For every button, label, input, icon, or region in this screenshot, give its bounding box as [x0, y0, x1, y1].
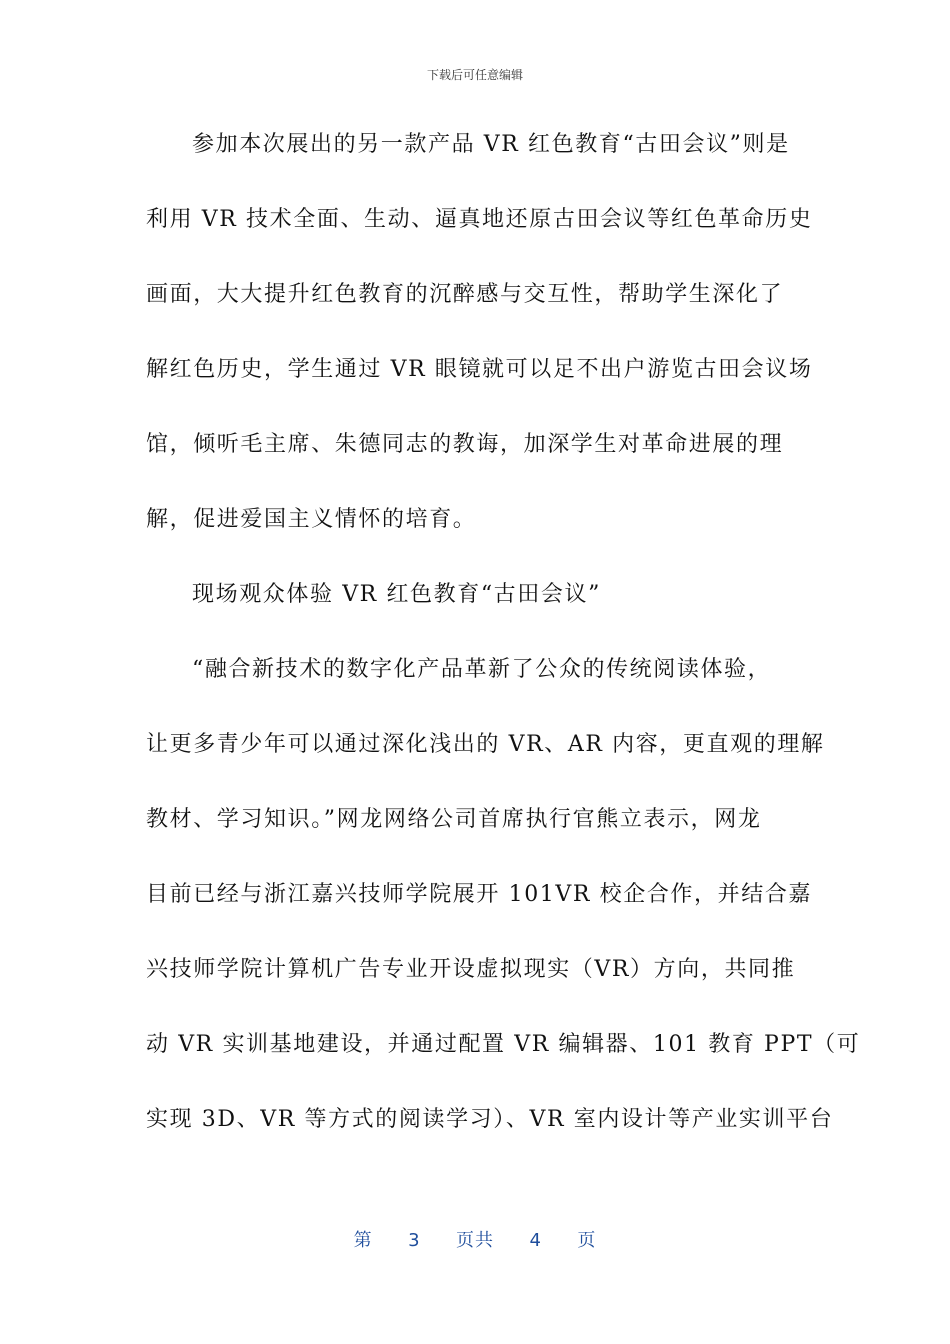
footer-middle: 页共 — [456, 1230, 494, 1251]
footer-suffix: 页 — [577, 1230, 597, 1251]
page-header: 下载后可任意编辑 — [426, 68, 523, 82]
text-line: 实现 3D、VR 等方式的阅读学习）、VR 室内设计等产业实训平台 — [146, 1107, 834, 1132]
text-line: 解红色历史，学生通过 VR 眼镜就可以足不出户游览古田会议场 — [146, 357, 813, 382]
caption-line: 现场观众体验 VR 红色教育“古田会议” — [192, 582, 601, 607]
text-line: 教材、学习知识。”网龙网络公司首席执行官熊立表示，网龙 — [146, 807, 762, 832]
text-line: 馆，倾听毛主席、朱德同志的教诲，加深学生对革命进展的理 — [146, 432, 784, 457]
text-line: “融合新技术的数字化产品革新了公众的传统阅读体验， — [192, 657, 772, 682]
text-line: 目前已经与浙江嘉兴技师学院展开 101VR 校企合作，并结合嘉 — [146, 882, 813, 907]
page-footer — [0, 1226, 950, 1252]
footer-prefix: 第 — [353, 1230, 373, 1251]
current-page-number: 3 — [408, 1230, 421, 1251]
total-page-number: 4 — [529, 1230, 542, 1251]
text-line: 解，促进爱国主义情怀的培育。 — [146, 507, 477, 532]
text-line: 兴技师学院计算机广告专业开设虚拟现实（VR）方向，共同推 — [146, 957, 796, 982]
text-line: 动 VR 实训基地建设，并通过配置 VR 编辑器、101 教育 PPT（可 — [146, 1032, 861, 1057]
text-line: 利用 VR 技术全面、生动、逼真地还原古田会议等红色革命历史 — [146, 207, 813, 232]
text-line: 让更多青少年可以通过深化浅出的 VR、AR 内容，更直观的理解 — [146, 732, 825, 757]
text-line: 参加本次展出的另一款产品 VR 红色教育“古田会议”则是 — [192, 132, 790, 157]
text-line: 画面，大大提升红色教育的沉醉感与交互性，帮助学生深化了 — [146, 282, 784, 307]
